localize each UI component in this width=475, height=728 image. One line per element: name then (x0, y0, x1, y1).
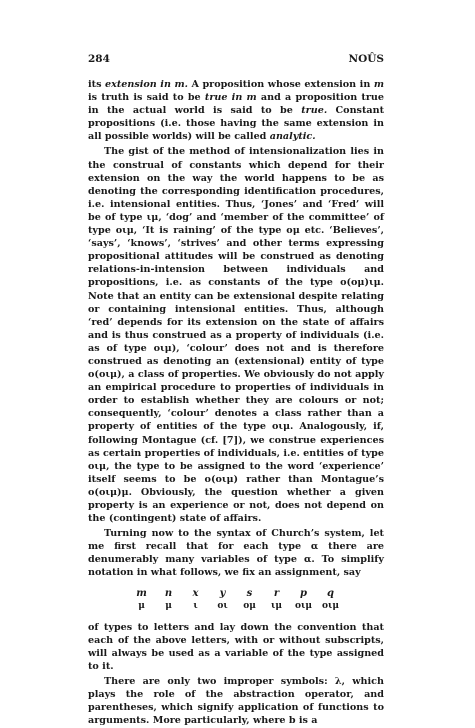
variable-type: οιμ (295, 600, 312, 611)
variable-type: ιμ (271, 600, 282, 611)
type-assignment-table (88, 587, 384, 613)
variable-types-row (128, 600, 344, 613)
variable-type: μ (138, 600, 145, 611)
variable-letter: q (327, 587, 334, 599)
variable-letter: n (164, 587, 173, 599)
page-number: 284 (88, 53, 110, 65)
variable-letters-row (128, 587, 344, 600)
variable-letter: y (219, 587, 226, 599)
variable-type: ι (193, 600, 198, 611)
journal-title: NOÛS (348, 53, 384, 65)
paragraph-2: The gist of the method of intensionalization lies in the construal of constants which depend for their extension on the way the world happens to be as denoting the corresponding identification procedures, i.e. intensional entities. Thus, ‘Jones’ and ‘Fred’ will be of type ιμ, ‘dog’ and ‘member of the committee’ of type οιμ, ‘It is raining’ of the type ομ etc. ‘Believes’, ‘says’, ‘knows’, ‘strives’ and other terms expressing propositional attitudes will be construed as denoting relations-in-intension between individuals and propositions, i.e. as constants of the type ο(ομ)ιμ. Note that an entity can be extensional despite relating or containing intensional entities. Thus, although ‘red’ depends for its extension on the state of affairs and is thus construed as a property of individuals (i.e. as of type οιμ), ‘colour’ does not and is therefore construed as denoting an (extensional) entity of type ο(οιμ), a class of properties. We obviously do not apply an empirical procedure to properties of individuals in order to establish whether they are colours or not; consequently, ‘colour’ denotes a class rather than a property of entities of the type οιμ. Analogously, if, following Montague (cf. [7]), we construe experiences as certain properties of individuals, i.e. entities of type οιμ, the type to be assigned to the word ‘experience’ itself seems to be ο(οιμ) rather than Montague’s ο(οιμ)μ. Obviously, the question whether a given property is an experience or not, does not depend on the (contingent) state of affairs. (88, 146, 384, 525)
variable-letter: s (246, 587, 253, 599)
variable-letter: p (300, 587, 307, 599)
running-header (88, 53, 384, 65)
paragraph-3: Turning now to the syntax of Church’s system, let me first recall that for each type α there are denumerably many variables of type α. To simplify notation in what follows, we fix an assignment, say (88, 528, 384, 579)
paragraph-1: its extension in m. A proposition whose extension in m is truth is said to be true in m and a proposition true in the actual world is said to be true. Constant propositions (i.e. those having the same extension in all possible worlds) will be called analytic. (88, 79, 385, 143)
body-text (88, 78, 384, 728)
variable-letter: m (136, 587, 147, 599)
variable-letter: r (273, 587, 280, 599)
variable-letter: x (192, 587, 199, 599)
variable-type: οι (217, 600, 228, 611)
variable-type: ομ (243, 600, 256, 611)
variable-type: οιμ (322, 600, 339, 611)
paragraph-5: There are only two improper symbols: λ, which plays the role of the abstraction operator, and parentheses, which signify application of functions to arguments. More particularly, where b is a (88, 676, 384, 727)
paragraph-4: of types to letters and lay down the convention that each of the above letters, with or without subscripts, will always be used as a variable of the type assigned to it. (88, 621, 384, 673)
variable-type: μ (165, 600, 172, 611)
